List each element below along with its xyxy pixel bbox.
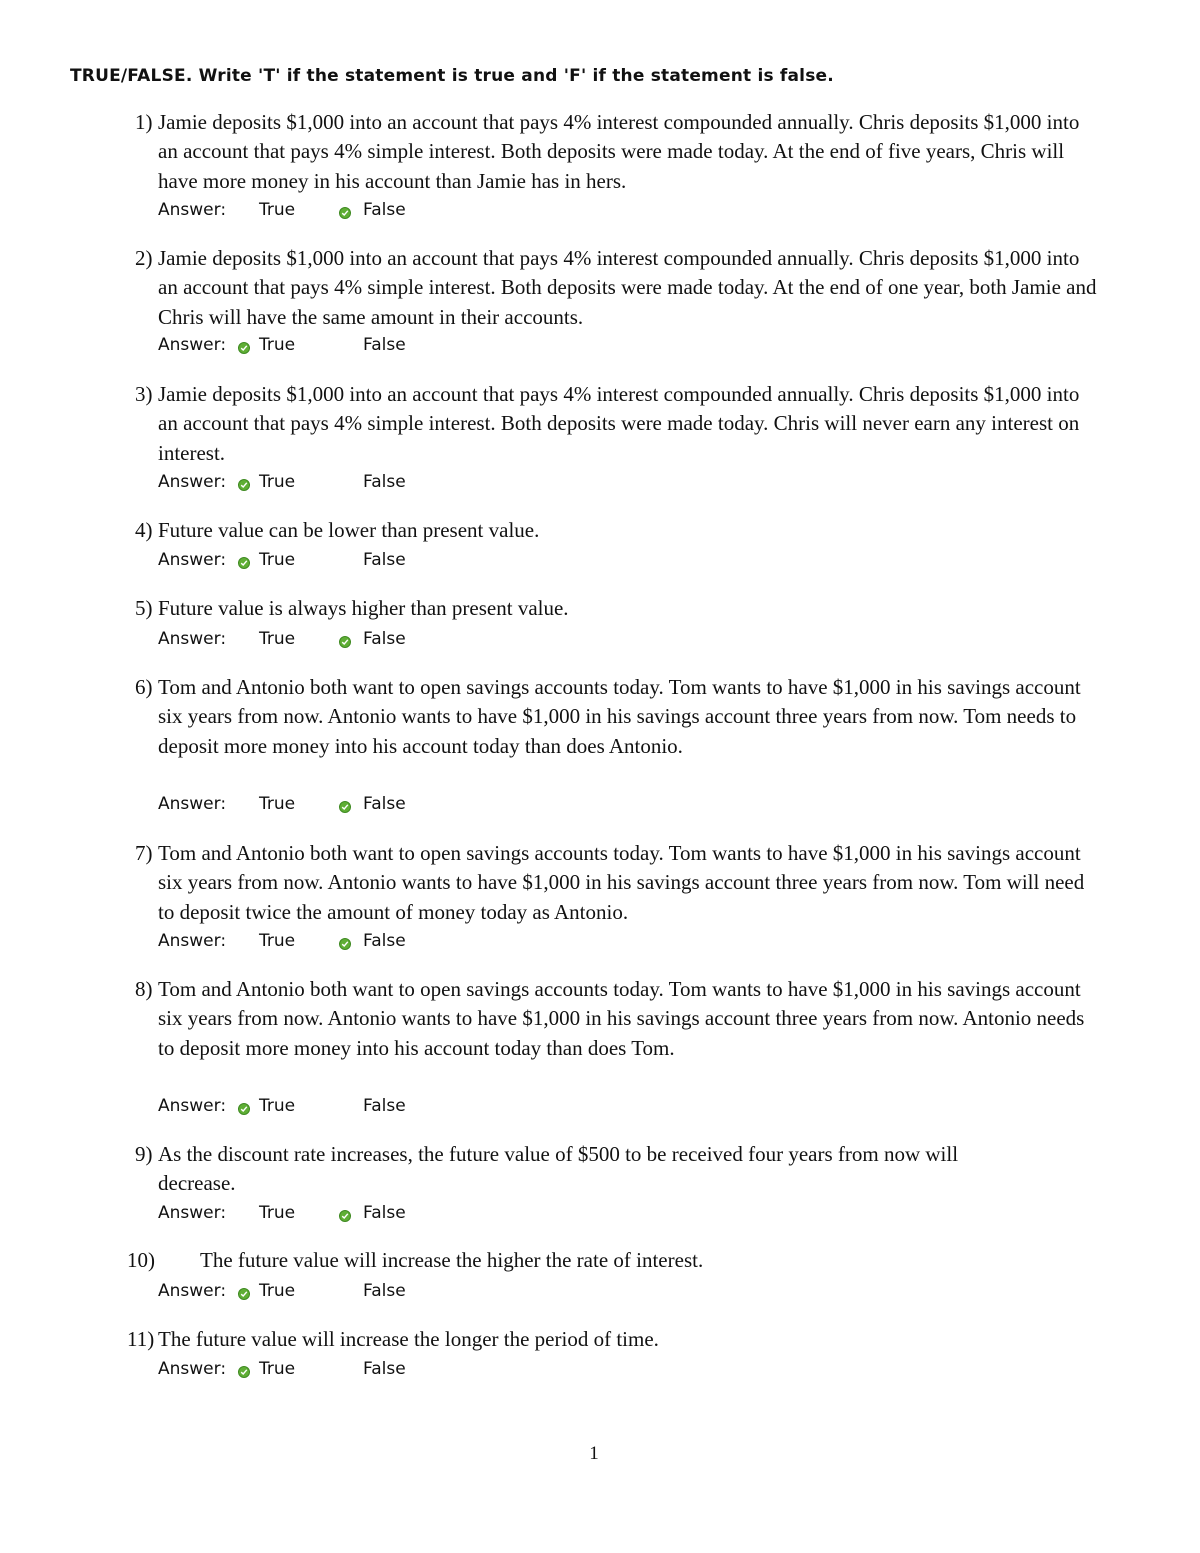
check-icon: [339, 207, 351, 219]
option-false[interactable]: False: [363, 1203, 406, 1223]
answer-label: Answer:: [158, 1359, 227, 1379]
answer-label: Answer:: [158, 200, 227, 220]
option-true[interactable]: True: [259, 931, 296, 951]
option-false[interactable]: False: [363, 472, 406, 492]
option-false[interactable]: False: [363, 335, 406, 355]
question-text: Jamie deposits $1,000 into an account that pays 4% interest compounded annually. Chris deposits $1,000 into an account that pays 4% simple interest. Both deposits were made today. Chris will never earn any interest on interest.: [158, 382, 1080, 465]
check-icon: [339, 801, 351, 813]
question-number: 6): [135, 675, 153, 699]
instructions-heading: TRUE/FALSE. Write 'T' if the statement is true and 'F' if the statement is false.: [70, 66, 834, 86]
check-icon: [238, 1288, 250, 1300]
question-text: The future value will increase the higher the rate of interest.: [200, 1248, 704, 1272]
check-icon: [339, 636, 351, 648]
question-text: Tom and Antonio both want to open savings accounts today. Tom wants to have $1,000 in his savings account six years from now. Antonio wants to have $1,000 in his savings account three years from now. Tom needs to deposit more money into his account today than does Antonio.: [158, 675, 1081, 758]
question-number: 7): [135, 841, 153, 865]
answer-label: Answer:: [158, 629, 227, 649]
question-text: As the discount rate increases, the future value of $500 to be received four years from now will decrease.: [158, 1142, 959, 1196]
question-text: Tom and Antonio both want to open savings accounts today. Tom wants to have $1,000 in his savings account six years from now. Antonio wants to have $1,000 in his savings account three years from now. Tom will need to deposit twice the amount of money today as Antonio.: [158, 841, 1085, 924]
question-number: 1): [135, 110, 153, 134]
question-text: Tom and Antonio both want to open savings accounts today. Tom wants to have $1,000 in his savings account six years from now. Antonio wants to have $1,000 in his savings account three years from now. Antonio needs to deposit more money into his account today than does Tom.: [158, 977, 1085, 1060]
option-true[interactable]: True: [259, 1203, 296, 1223]
question-text: Jamie deposits $1,000 into an account that pays 4% interest compounded annually. Chris deposits $1,000 into an account that pays 4% simple interest. Both deposits were made today. At the end of five years, Chris will have more money in his account than Jamie has in hers.: [158, 110, 1080, 193]
question-number: 8): [135, 977, 153, 1001]
option-false[interactable]: False: [363, 794, 406, 814]
check-icon: [238, 342, 250, 354]
check-icon: [238, 1103, 250, 1115]
option-true[interactable]: True: [259, 200, 296, 220]
question-number: 11): [127, 1327, 155, 1351]
option-true[interactable]: True: [259, 629, 296, 649]
question-number: 10): [127, 1248, 155, 1272]
question-number: 2): [135, 246, 153, 270]
answer-label: Answer:: [158, 1096, 227, 1116]
check-icon: [339, 938, 351, 950]
option-true[interactable]: True: [259, 794, 296, 814]
option-false[interactable]: False: [363, 629, 406, 649]
option-true[interactable]: True: [259, 1359, 296, 1379]
answer-label: Answer:: [158, 931, 227, 951]
question-text: The future value will increase the longer the period of time.: [158, 1327, 659, 1351]
option-false[interactable]: False: [363, 1281, 406, 1301]
check-icon: [339, 1210, 351, 1222]
option-true[interactable]: True: [259, 550, 296, 570]
option-false[interactable]: False: [363, 931, 406, 951]
answer-label: Answer:: [158, 794, 227, 814]
question-number: 5): [135, 596, 153, 620]
question-text: Future value can be lower than present value.: [158, 518, 540, 542]
question-number: 4): [135, 518, 153, 542]
option-false[interactable]: False: [363, 1359, 406, 1379]
answer-label: Answer:: [158, 472, 227, 492]
option-false[interactable]: False: [363, 200, 406, 220]
answer-label: Answer:: [158, 1281, 227, 1301]
question-number: 9): [135, 1142, 153, 1166]
answer-label: Answer:: [158, 1203, 227, 1223]
page-number: 1: [589, 1443, 599, 1464]
option-true[interactable]: True: [259, 335, 296, 355]
check-icon: [238, 557, 250, 569]
question-text: Future value is always higher than present value.: [158, 596, 569, 620]
option-false[interactable]: False: [363, 1096, 406, 1116]
answer-label: Answer:: [158, 550, 227, 570]
check-icon: [238, 479, 250, 491]
option-true[interactable]: True: [259, 1096, 296, 1116]
option-true[interactable]: True: [259, 472, 296, 492]
answer-label: Answer:: [158, 335, 227, 355]
option-true[interactable]: True: [259, 1281, 296, 1301]
question-text: Jamie deposits $1,000 into an account that pays 4% interest compounded annually. Chris deposits $1,000 into an account that pays 4% simple interest. Both deposits were made today. At the end of one year, both Jamie and Chris will have the same amount in their accounts.: [158, 246, 1097, 329]
question-number: 3): [135, 382, 153, 406]
option-false[interactable]: False: [363, 550, 406, 570]
check-icon: [238, 1366, 250, 1378]
